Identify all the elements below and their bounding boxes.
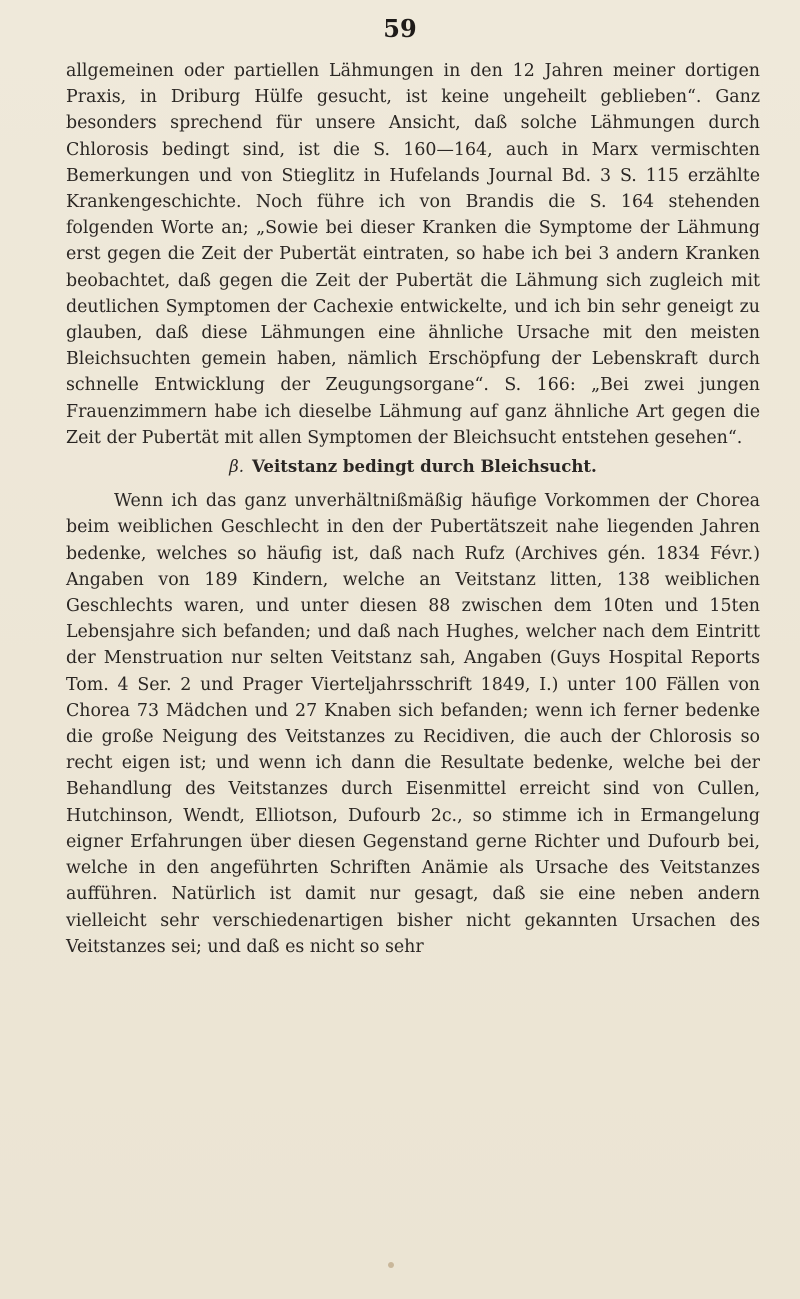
paragraph-1: allgemeinen oder partiellen Lähmungen in den 12 Jahren meiner dortigen Praxis, in Driburg Hülfe gesucht, ist keine ungeheilt geblieben“. Ganz besonders sprechend für unsere Ansicht, daß solche Lähmungen durch Chlorosis bedingt sind, ist die S. 160—164, auch in Marx vermischten Bemerkungen und von Stieglitz in Hufelands Journal Bd. 3 S. 115 erzählte Krankengeschichte. Noch führe ich von Brandis die S. 164 stehenden folgenden Worte an; „Sowie bei dieser Kranken die Symptome der Lähmung erst gegen die Zeit der Pubertät eintraten, so habe ich bei 3 andern Kranken beobachtet, daß gegen die Zeit der Pubertät die Lähmung sich zugleich mit deutlichen Symptomen der Cachexie entwickelte, und ich bin sehr geneigt zu glauben, daß diese Lähmungen eine ähnliche Ursache mit den meisten Bleichsuchten gemein haben, nämlich Erschöpfung der Lebenskraft durch schnelle Entwicklung der Zeugungsorgane“. S. 166: „Bei zwei jungen Frauenzimmern habe ich dieselbe Lähmung auf ganz ähnliche Art gegen die Zeit der Pubertät mit allen Symptomen der Bleichsucht entstehen gesehen“. (66, 61, 760, 448)
paper-stain (388, 1262, 394, 1268)
section-marker: β. (229, 457, 245, 477)
body-text (66, 58, 760, 960)
paragraph-2: Wenn ich das ganz unverhältnißmäßig häufige Vorkommen der Chorea beim weiblichen Geschlecht in den der Pubertätszeit nahe liegenden Jahren bedenke, welches so häufig ist, daß nach Rufz (Archives gén. 1834 Févr.) Angaben von 189 Kindern, welche an Veitstanz litten, 138 weiblichen Geschlechts waren, und unter diesen 88 zwischen dem 10ten und 15ten Lebensjahre sich befanden; und daß nach Hughes, welcher nach dem Eintritt der Menstruation nur selten Veitstanz sah, Angaben (Guys Hospital Reports Tom. 4 Ser. 2 und Prager Vierteljahrsschrift 1849, I.) unter 100 Fällen von Chorea 73 Mädchen und 27 Knaben sich befanden; wenn ich ferner bedenke die große Neigung des Veitstanzes zu Recidiven, die auch der Chlorosis so recht eigen ist; und wenn ich dann die Resultate bedenke, welche bei der Behandlung des Veitstanzes durch Eisenmittel erreicht sind von Cullen, Hutchinson, Wendt, Elliotson, Dufourb 2c., so stimme ich in Ermangelung eigner Erfahrungen über diesen Gegenstand gerne Richter und Dufourb bei, welche in den angeführten Schriften Anämie als Ursache des Veitstanzes aufführen. Natürlich ist damit nur gesagt, daß sie eine neben andern vielleicht sehr verschiedenartigen bisher nicht gekannten Ursachen des Veitstanzes sei; und daß es nicht so sehr (66, 491, 760, 957)
page-number: 59 (383, 14, 417, 43)
section-title: Veitstanz bedingt durch Bleichsucht. (252, 456, 597, 477)
section-heading (66, 453, 760, 480)
